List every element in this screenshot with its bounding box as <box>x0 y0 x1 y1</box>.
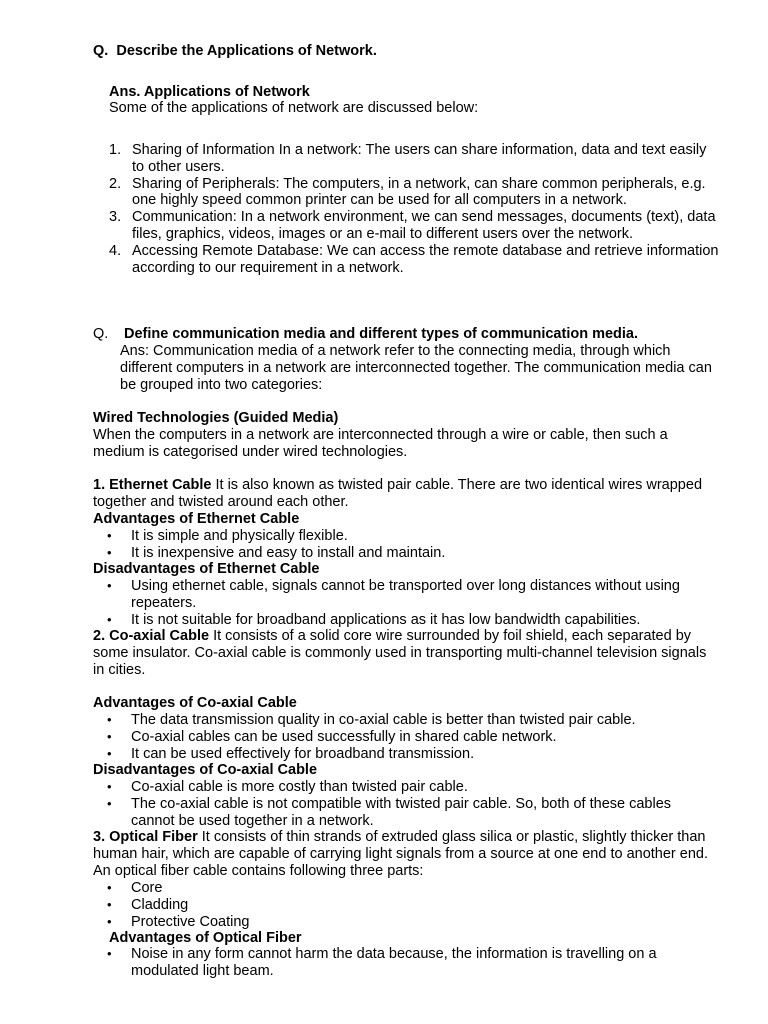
optical-title: 3. Optical Fiber <box>93 829 198 845</box>
list-item: • It is simple and physically flexible. <box>93 528 718 545</box>
ethernet-dis-title: Disadvantages of Ethernet Cable <box>93 561 320 577</box>
optical-text: It consists of thin strands of extruded glass silica or plastic, slightly thicker than human hair, which are capable of carrying light signals from a source at one end to another end. An optical fiber cable contains following three parts: <box>93 829 709 879</box>
answer-2-text: Ans: Communication media of a network refer to the connecting media, through which different computers in a network are interconnected together. The communication media can be grouped into two categories: <box>120 343 712 393</box>
question-1-label: Q. <box>93 43 109 59</box>
optical-adv-list <box>93 946 718 980</box>
wired-text: When the computers in a network are interconnected through a wire or cable, then such a medium is categorised under wired technologies. <box>93 427 668 460</box>
coaxial-adv-list <box>93 712 718 762</box>
list-item: • Cladding <box>93 897 718 914</box>
optical-adv-title: Advantages of Optical Fiber <box>109 930 302 946</box>
list-item: • The data transmission quality in co-axial cable is better than twisted pair cable. <box>93 712 718 729</box>
ethernet-dis-list <box>93 578 718 628</box>
coaxial-title: 2. Co-axial Cable <box>93 628 210 644</box>
list-item: • Core <box>93 880 718 897</box>
coaxial-dis-title: Disadvantages of Co-axial Cable <box>93 762 318 778</box>
ethernet-title: 1. Ethernet Cable <box>93 477 212 493</box>
question-2-text: Define communication media and different types of communication media. <box>124 326 639 342</box>
list-item: • It is not suitable for broadband applications as it has low bandwidth capabilities. <box>93 612 718 629</box>
list-item: • It can be used effectively for broadband transmission. <box>93 746 718 763</box>
list-item: • It is inexpensive and easy to install and maintain. <box>93 545 718 562</box>
coaxial-adv-title: Advantages of Co-axial Cable <box>93 695 297 711</box>
list-item: • Protective Coating <box>93 914 718 931</box>
coaxial-text: It consists of a solid core wire surrounded by foil shield, each separated by some insulator. Co-axial cable is commonly used in transporting multi-channel television signals in cities. <box>93 628 707 678</box>
answer-1-intro: Some of the applications of network are discussed below: <box>109 100 479 116</box>
list-item: 2. Sharing of Peripherals: The computers, in a network, can share common peripherals, e.g. one highly speed common printer can be used for all computers in a network. <box>109 175 706 209</box>
list-item: • Using ethernet cable, signals cannot be transported over long distances without using repeaters. <box>93 578 718 612</box>
answer-1-title: Ans. Applications of Network <box>109 84 310 100</box>
optical-paragraph <box>93 829 718 879</box>
question-1-text: Describe the Applications of Network. <box>116 43 377 59</box>
applications-list <box>109 142 719 276</box>
ethernet-text: It is also known as twisted pair cable. There are two identical wires wrapped together and twisted around each other. <box>93 477 703 510</box>
question-1-heading <box>93 43 713 60</box>
list-item: 3. Communication: In a network environment, we can send messages, documents (text), data files, graphics, videos, images or an e-mail to different users over the network. <box>109 209 716 242</box>
ethernet-adv-title: Advantages of Ethernet Cable <box>93 511 300 527</box>
wired-title: Wired Technologies (Guided Media) <box>93 410 339 426</box>
list-item: • Noise in any form cannot harm the data because, the information is travelling on a modulated light beam. <box>93 946 718 980</box>
ethernet-paragraph <box>93 477 718 511</box>
ethernet-adv-list <box>93 528 718 562</box>
optical-parts-list <box>93 880 718 930</box>
list-item: 1. Sharing of Information In a network: The users can share information, data and text easily to other users. <box>109 142 707 175</box>
list-item: • Co-axial cables can be used successfully in shared cable network. <box>93 729 718 746</box>
question-2-label: Q. <box>93 326 109 342</box>
coaxial-paragraph <box>93 628 718 678</box>
coaxial-dis-list <box>93 779 718 829</box>
list-item: • The co-axial cable is not compatible with twisted pair cable. So, both of these cables cannot be used together in a network. <box>93 796 718 830</box>
list-item: 4. Accessing Remote Database: We can access the remote database and retrieve information according to our requirement in a network. <box>109 242 719 276</box>
list-item: • Co-axial cable is more costly than twisted pair cable. <box>93 779 718 796</box>
